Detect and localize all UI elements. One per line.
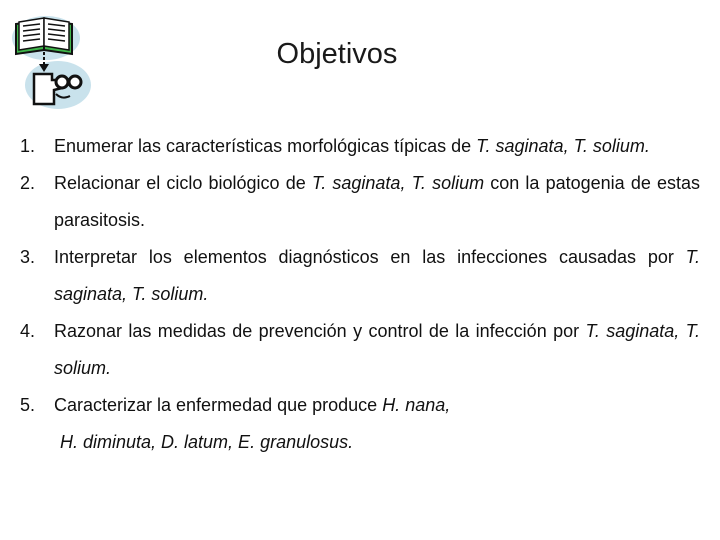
objective-number: 5. xyxy=(20,395,36,415)
objective-number: 4. xyxy=(20,321,36,341)
objective-number: 1. xyxy=(20,136,36,156)
objective-item-3 xyxy=(20,239,700,313)
page-title: Objetivos xyxy=(276,38,398,70)
objective-text: Relacionar el ciclo biológico de T. saginata, T. solium con la patogenia de estas parasitosis. xyxy=(54,173,701,230)
objective-text: Caracterizar la enfermedad que produce H. nana, H. diminuta, D. latum, E. granulosus. xyxy=(54,395,451,452)
objectives-list xyxy=(20,128,700,461)
objective-text: Razonar las medidas de prevención y control de la infección por T. saginata, T. solium. xyxy=(54,321,700,378)
objective-item-4 xyxy=(20,313,700,387)
objective-text: Interpretar los elementos diagnósticos en las infecciones causadas por T. saginata, T. solium. xyxy=(54,247,700,304)
objective-item-5 xyxy=(20,387,700,461)
objective-number: 3. xyxy=(20,247,36,267)
objective-text: Enumerar las características morfológicas típicas de T. saginata, T. solium. xyxy=(54,136,650,156)
objective-number: 2. xyxy=(20,173,36,193)
objective-item-2 xyxy=(20,165,700,239)
objective-item-1 xyxy=(20,128,700,165)
